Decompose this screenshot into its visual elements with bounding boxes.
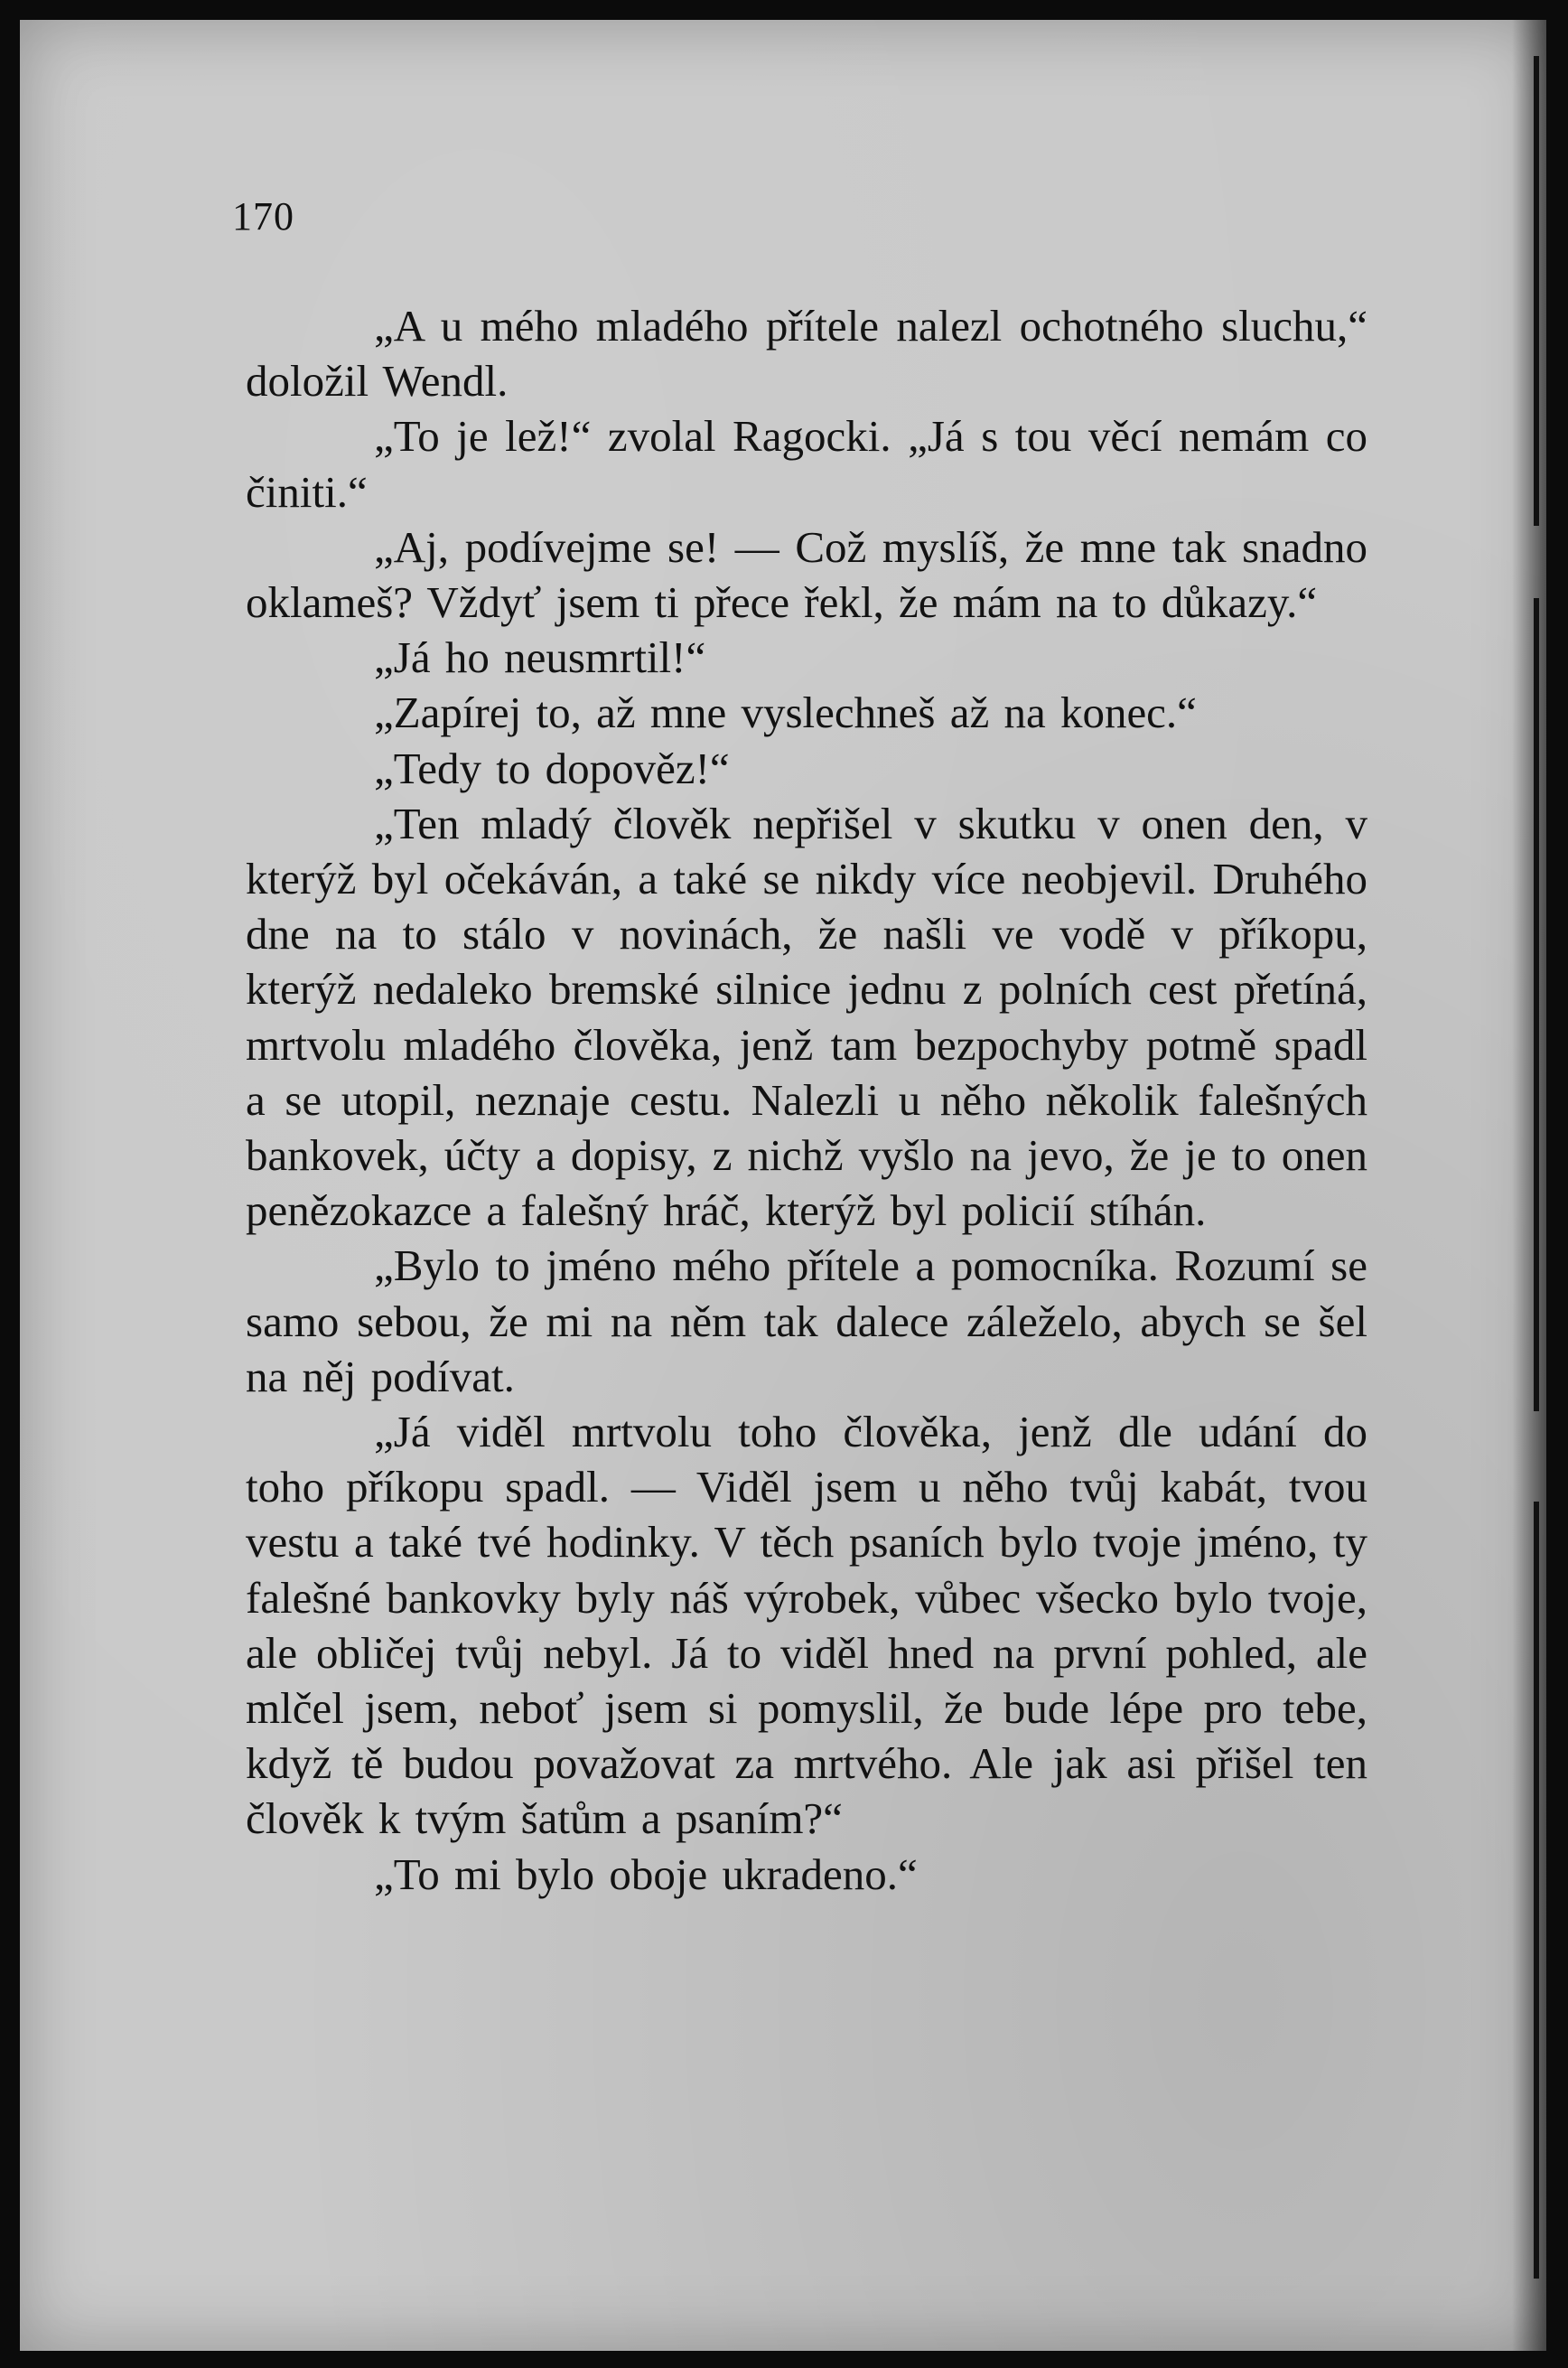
paragraph: „A u mého mladého přítele nalezl ochotného sluchu,“ doložil Wendl. [246, 301, 1367, 407]
page-number: 170 [232, 194, 294, 239]
page-edge-shadow [1512, 20, 1546, 2351]
paragraph: „To mi bylo oboje ukradeno.“ [374, 1849, 918, 1899]
paragraph: „Bylo to jméno mého přítele a pomocníka. Rozumí se samo sebou, že mi na něm tak dalece záleželo, abych se šel na něj podívat. [246, 1240, 1367, 1401]
book-page [20, 20, 1546, 2351]
paragraph: „Já ho neusmrtil!“ [374, 632, 706, 683]
paragraph: „Já viděl mrtvolu toho člověka, jenž dle udání do toho příkopu spadl. — Viděl jsem u něho tvůj kabát, tvou vestu a také tvé hodinky. V těch psaních bylo tvoje jméno, ty falešné bankovky byly náš výrobek, vůbec všecko bylo tvoje, ale obličej tvůj nebyl. Já to viděl hned na první pohled, ale mlčel jsem, neboť jsem si pomyslil, že bude lépe pro tebe, když tě budou považovat za mrtvého. Ale jak asi přišel ten člověk k tvým šatům a psaním?“ [246, 1407, 1367, 1844]
paragraph: „Zapírej to, až mne vyslechneš až na konec.“ [374, 688, 1197, 738]
page-edge-line [1534, 598, 1539, 1411]
page-edge-line [1534, 1502, 1539, 2279]
page-edge-line [1534, 56, 1539, 526]
paragraph: „To je lež!“ zvolal Ragocki. „Já s tou věcí nemám co činiti.“ [246, 411, 1367, 517]
paragraph: „Tedy to dopověz!“ [374, 743, 730, 793]
paragraph: „Aj, podívejme se! — Což myslíš, že mne tak snadno oklameš? Vždyť jsem ti přece řekl, že mám na to důkazy.“ [246, 521, 1367, 628]
paragraph: „Ten mladý člověk nepřišel v skutku v onen den, v kterýž byl očekáván, a také se nikdy více neobjevil. Druhého dne na to stálo v novinách, že našli ve vodě v příkopu, kterýž nedaleko bremské silnice jednu z polních cest přetíná, mrtvolu mladého člověka, jenž tam bezpochyby potmě spadl a se utopil, neznaje cestu. Nalezli u něho několik falešných bankovek, účty a dopisy, z nichž vyšlo na jevo, že je to onen penězokazce a falešný hráč, kterýž byl policií stíhán. [246, 798, 1367, 1236]
body-text [246, 298, 1367, 1902]
